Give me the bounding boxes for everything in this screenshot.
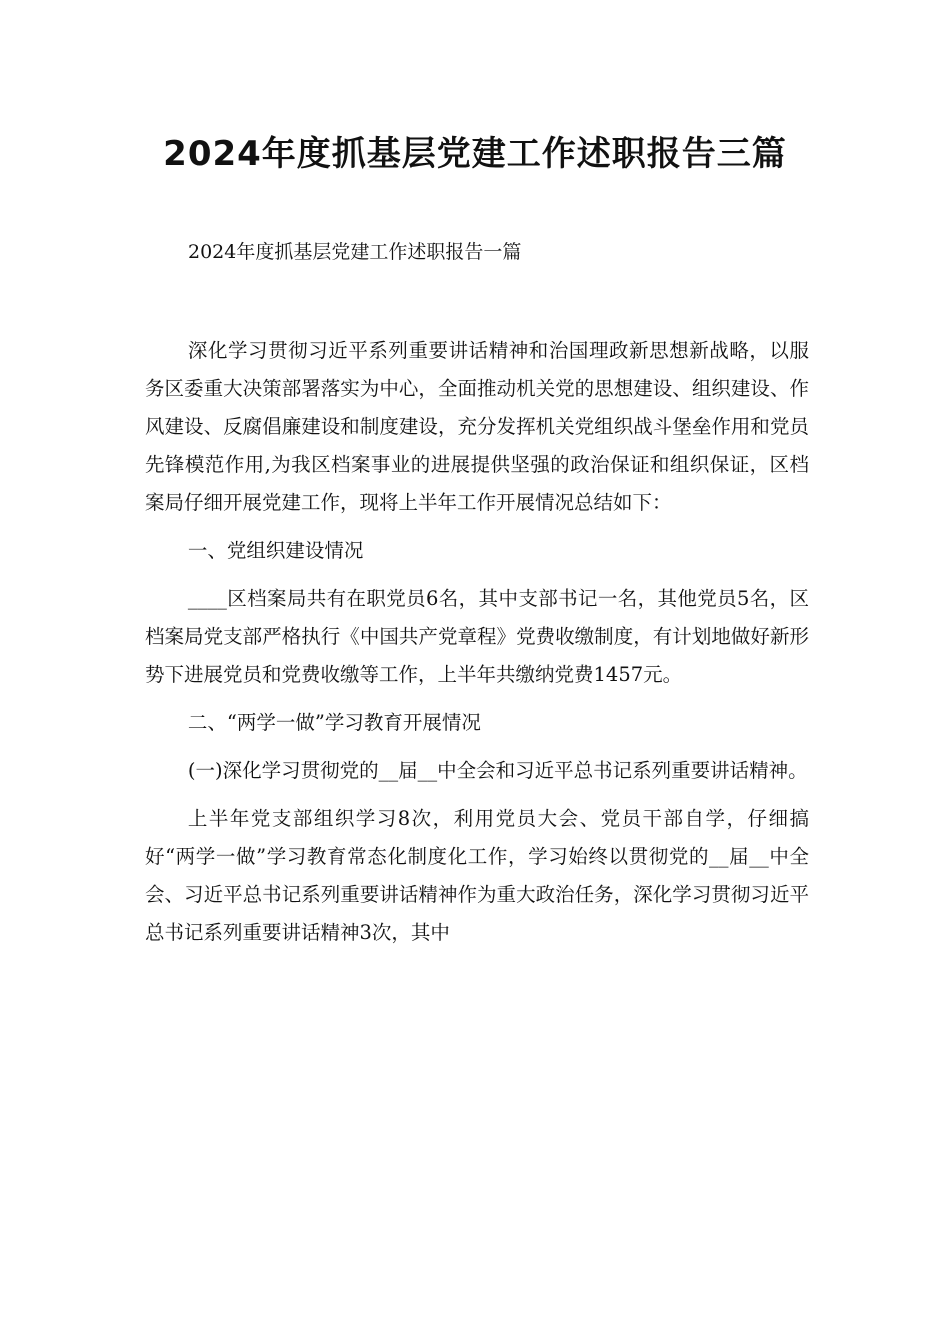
section-heading-party-organization: 一、党组织建设情况 bbox=[187, 539, 364, 562]
document-title: 2024年度抓基层党建工作述职报告三篇 bbox=[163, 134, 787, 174]
study-paragraph: 上半年党支部组织学习8次，利用党员大会、党员干部自学，仔细搞好“两学一做”学习教育常态化制度化工作，学习始终以贯彻党的__届__中全会、习近平总书记系列重要讲话精神作为重大政治任务，深化学习贯彻习近平总书记系列重要讲话精神3次，其中 bbox=[145, 807, 809, 944]
section-subtitle: 2024年度抓基层党建工作述职报告一篇 bbox=[188, 241, 522, 263]
subsection-heading-study: (一)深化学习贯彻党的__届__中全会和习近平总书记系列重要讲话精神。 bbox=[187, 759, 808, 782]
document-body bbox=[145, 332, 809, 962]
party-organization-paragraph: ____区档案局共有在职党员6名，其中支部书记一名，其他党员5名，区档案局党支部严格执行《中国共产党章程》党费收缴制度，有计划地做好新形势下进展党员和党费收缴等工作，上半年共缴纳党费1457元。 bbox=[145, 587, 809, 686]
section-heading-study-education: 二、“两学一做”学习教育开展情况 bbox=[187, 711, 481, 734]
intro-paragraph: 深化学习贯彻习近平系列重要讲话精神和治国理政新思想新战略，以服务区委重大决策部署落实为中心，全面推动机关党的思想建设、组织建设、作风建设、反腐倡廉建设和制度建设，充分发挥机关党组织战斗堡垒作用和党员先锋模范作用,为我区档案事业的进展提供坚强的政治保证和组织保证，区档案局仔细开展党建工作，现将上半年工作开展情况总结如下： bbox=[145, 339, 809, 514]
